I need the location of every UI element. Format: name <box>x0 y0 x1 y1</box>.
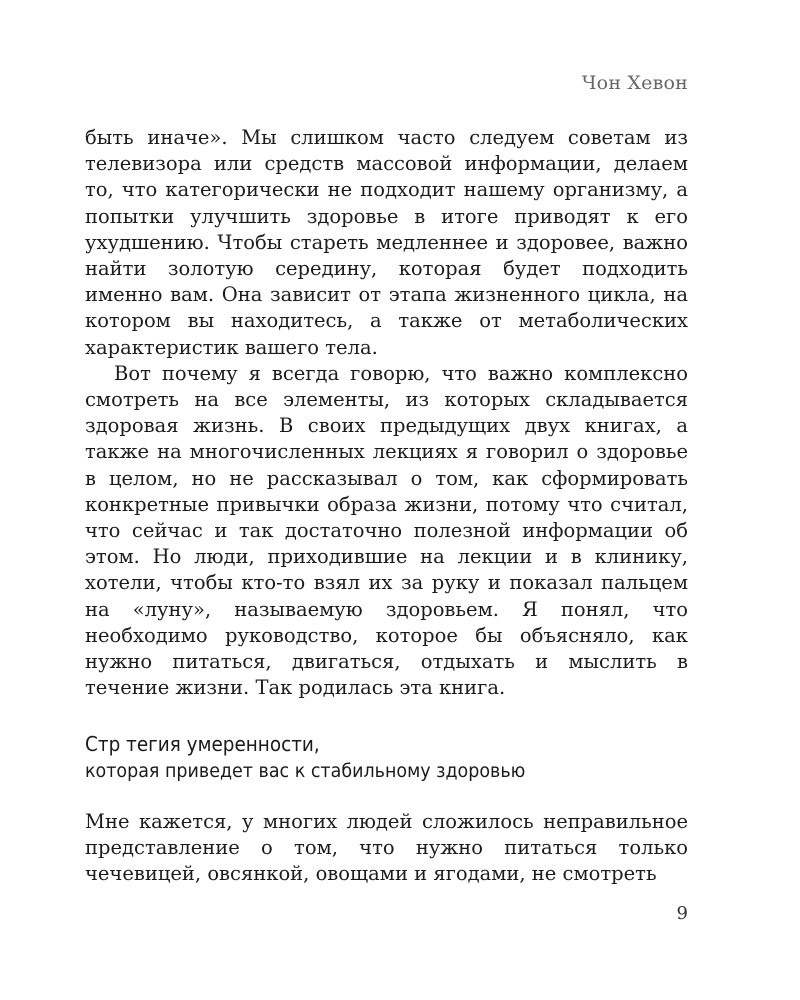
section-title: Стр тегия умеренности, <box>85 732 320 756</box>
paragraph: быть иначе». Мы слишком часто следуем советам из телевизора или средств массовой информации, делаем то, что категорически не подходит нашему организму, а попытки улучшить здоровье в итоге приводят к его ухудшению. Чтобы стареть медленнее и здоровее, важно найти золотую середину, которая будет подходить именно вам. Она зависит от этапа жизненного цикла, на котором вы находитесь, а также от метаболических характеристик вашего тела. <box>85 126 688 359</box>
paragraph: Мне кажется, у многих людей сложилось неправильное представление о том, что нужно питаться только чечевицей, овсянкой, овощами и ягодами, не смотреть <box>85 810 688 886</box>
paragraph: Вот почему я всегда говорю, что важно комплексно смотреть на все элементы, из которых складывается здоровая жизнь. В своих предыдущих двух книгах, а также на многочисленных лекциях я говорил о здоровье в целом, но не рассказывал о том, как сформировать конкретные привычки образа жизни, потому что считал, что сейчас и так достаточно полезной информации об этом. Но люди, приходившие на лекции и в клинику, хотели, чтобы кто-то взял их за руку и показал пальцем на «луну», называемую здоровьем. Я понял, что необходимо руководство, которое бы объясняло, как нужно питаться, двигаться, отдыхать и мыслить в течение жизни. Так родилась эта книга. <box>85 361 688 700</box>
page-number: 9 <box>676 903 688 924</box>
running-head: Чон Хевон <box>581 72 688 94</box>
section-subtitle: которая приведет вас к стабильному здоровью <box>85 760 526 782</box>
section-text <box>85 809 688 888</box>
body-text <box>85 125 688 701</box>
